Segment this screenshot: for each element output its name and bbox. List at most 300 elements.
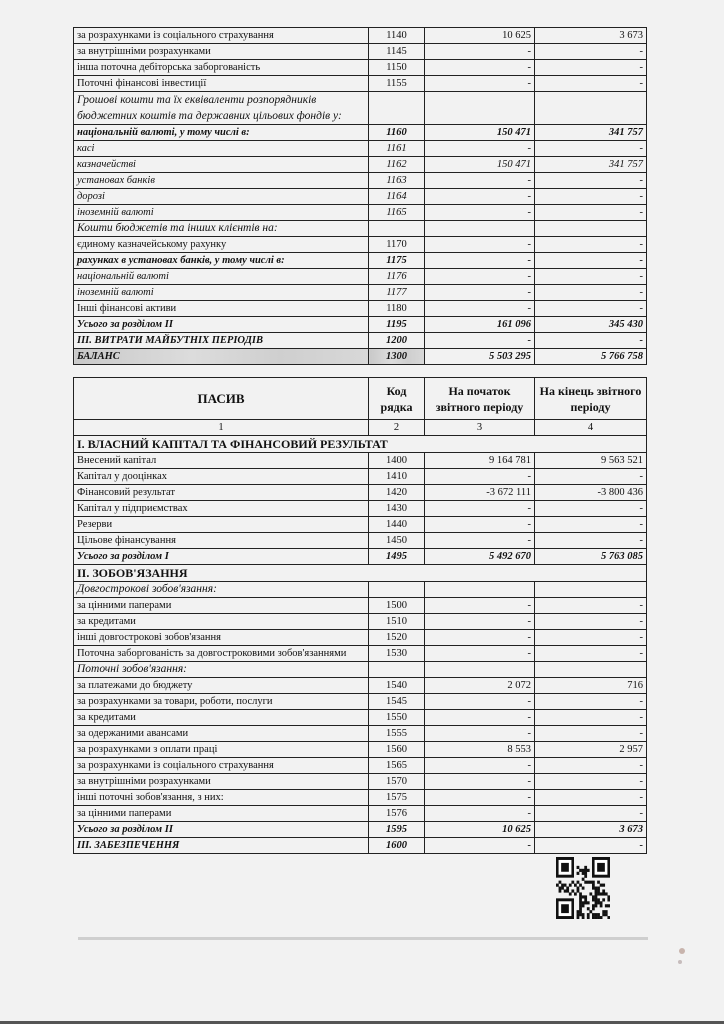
qr-module: [602, 898, 605, 901]
end-period-value: 345 430: [535, 317, 647, 333]
qr-module: [595, 892, 598, 895]
qr-module: [607, 916, 610, 919]
qr-module: [569, 884, 572, 887]
qr-finder-pattern: [561, 904, 569, 913]
qr-module: [582, 895, 585, 898]
liabilities-table: [73, 377, 647, 854]
table-row: [74, 678, 647, 694]
row-code: 1150: [369, 60, 425, 76]
qr-module: [571, 881, 574, 884]
row-label: БАЛАНС: [74, 349, 369, 365]
row-label: рахунках в установах банків, у тому числі в:: [74, 253, 369, 269]
subheading-row: [74, 582, 647, 598]
qr-module: [587, 881, 590, 884]
row-label: Поточна заборгованість за довгостроковими зобов'язаннями: [74, 646, 369, 662]
qr-module: [571, 889, 574, 892]
row-code: 1162: [369, 157, 425, 173]
start-period-value: 8 553: [425, 742, 535, 758]
qr-module: [602, 892, 605, 895]
qr-module: [559, 887, 562, 890]
qr-module: [582, 887, 585, 890]
qr-module: [589, 910, 592, 913]
end-period-value: [535, 92, 647, 125]
qr-module: [592, 898, 595, 901]
row-label: національній валюті, у тому числі в:: [74, 125, 369, 141]
row-label: єдиному казначейському рахунку: [74, 237, 369, 253]
qr-module: [579, 869, 582, 872]
row-code: 1175: [369, 253, 425, 269]
subtotal-row: [74, 549, 647, 565]
qr-module: [607, 898, 610, 901]
end-period-value: -: [535, 758, 647, 774]
row-label: Капітал у дооцінках: [74, 469, 369, 485]
section-heading: II. ЗОБОВ'ЯЗАННЯ: [74, 565, 647, 582]
row-code: [369, 92, 425, 125]
start-period-value: -: [425, 44, 535, 60]
end-period-value: -: [535, 253, 647, 269]
end-period-value: -: [535, 774, 647, 790]
qr-module: [607, 895, 610, 898]
table-row: [74, 742, 647, 758]
qr-module: [602, 913, 605, 916]
qr-module: [577, 910, 580, 913]
row-label: Довгострокові зобов'язання:: [74, 582, 369, 598]
end-period-value: -: [535, 710, 647, 726]
row-code: 1163: [369, 173, 425, 189]
row-label: за розрахунками із соціального страхування: [74, 758, 369, 774]
qr-module: [602, 889, 605, 892]
row-code: 1400: [369, 453, 425, 469]
qr-module: [597, 916, 600, 919]
end-period-value: -: [535, 517, 647, 533]
qr-module: [584, 866, 587, 869]
qr-module: [592, 887, 595, 890]
qr-module: [595, 913, 598, 916]
end-period-value: -: [535, 44, 647, 60]
table-row: [74, 774, 647, 790]
row-label: дорозі: [74, 189, 369, 205]
end-period-value: -: [535, 76, 647, 92]
end-period-value: 3 673: [535, 822, 647, 838]
qr-module: [605, 913, 608, 916]
end-period-value: 341 757: [535, 157, 647, 173]
qr-finder-pattern: [561, 863, 569, 872]
end-period-value: -: [535, 726, 647, 742]
row-label: за цінними паперами: [74, 598, 369, 614]
table-row: [74, 758, 647, 774]
qr-module: [589, 892, 592, 895]
header-row: [74, 378, 647, 420]
start-period-value: 161 096: [425, 317, 535, 333]
row-label: за розрахунками із соціального страхування: [74, 28, 369, 44]
row-label: установах банків: [74, 173, 369, 189]
start-period-value: -: [425, 838, 535, 854]
qr-module: [564, 889, 567, 892]
row-code: 1600: [369, 838, 425, 854]
end-period-value: -: [535, 533, 647, 549]
qr-module: [561, 884, 564, 887]
qr-module: [582, 913, 585, 916]
qr-module: [587, 869, 590, 872]
table-row: [74, 598, 647, 614]
qr-module: [587, 907, 590, 910]
table-row: [74, 630, 647, 646]
row-label: за розрахунками з оплати праці: [74, 742, 369, 758]
qr-module: [587, 916, 590, 919]
table-row: [74, 614, 647, 630]
row-code: 1555: [369, 726, 425, 742]
row-code: 1160: [369, 125, 425, 141]
qr-module: [582, 869, 585, 872]
end-period-value: -: [535, 694, 647, 710]
start-period-value: 2 072: [425, 678, 535, 694]
row-label: інші поточні зобов'язання, з них:: [74, 790, 369, 806]
row-label: іноземній валюті: [74, 285, 369, 301]
row-label: за кредитами: [74, 614, 369, 630]
qr-module: [607, 904, 610, 907]
start-period-value: [425, 221, 535, 237]
qr-module: [584, 869, 587, 872]
start-period-value: -: [425, 501, 535, 517]
qr-module: [595, 889, 598, 892]
table-row: [74, 28, 647, 44]
table-row: [74, 157, 647, 173]
qr-module: [600, 892, 603, 895]
column-index: 4: [535, 420, 647, 436]
start-period-value: -: [425, 630, 535, 646]
qr-module: [582, 916, 585, 919]
start-period-value: -: [425, 598, 535, 614]
table-row: [74, 205, 647, 221]
qr-module: [595, 898, 598, 901]
qr-module: [592, 913, 595, 916]
end-period-value: -: [535, 60, 647, 76]
end-period-value: -: [535, 838, 647, 854]
row-code: 1560: [369, 742, 425, 758]
row-code: 1430: [369, 501, 425, 517]
table-row: [74, 726, 647, 742]
start-period-value: -: [425, 60, 535, 76]
end-period-value: -: [535, 806, 647, 822]
subheading-row: [74, 662, 647, 678]
end-period-value: 5 763 085: [535, 549, 647, 565]
qr-module: [602, 884, 605, 887]
start-period-value: -: [425, 517, 535, 533]
start-period-value: -: [425, 469, 535, 485]
qr-module: [597, 901, 600, 904]
row-code: 1520: [369, 630, 425, 646]
end-period-value: [535, 662, 647, 678]
start-period-value: 10 625: [425, 822, 535, 838]
qr-module: [579, 884, 582, 887]
end-period-value: -: [535, 614, 647, 630]
table-row: [74, 806, 647, 822]
row-code: 1570: [369, 774, 425, 790]
subtotal-row: [74, 253, 647, 269]
column-header-code: Код рядка: [369, 378, 425, 420]
qr-module: [579, 913, 582, 916]
row-code: 1410: [369, 469, 425, 485]
qr-module: [605, 910, 608, 913]
qr-module: [595, 887, 598, 890]
end-period-value: -: [535, 646, 647, 662]
qr-module: [561, 887, 564, 890]
row-label: за внутрішніми розрахунками: [74, 774, 369, 790]
end-period-value: 3 673: [535, 28, 647, 44]
row-code: 1165: [369, 205, 425, 221]
row-label: Цільове фінансування: [74, 533, 369, 549]
subtotal-row: [74, 838, 647, 854]
row-label: Усього за розділом II: [74, 317, 369, 333]
row-label: за платежами до бюджету: [74, 678, 369, 694]
end-period-value: 5 766 758: [535, 349, 647, 365]
row-label: Усього за розділом II: [74, 822, 369, 838]
row-label: Кошти бюджетів та інших клієнтів на:: [74, 221, 369, 237]
start-period-value: -: [425, 533, 535, 549]
row-code: 1500: [369, 598, 425, 614]
qr-module: [582, 904, 585, 907]
qr-module: [579, 895, 582, 898]
qr-module: [559, 889, 562, 892]
end-period-value: -: [535, 469, 647, 485]
row-label: III. ВИТРАТИ МАЙБУТНІХ ПЕРІОДІВ: [74, 333, 369, 349]
footer-divider: [78, 937, 648, 940]
section-heading: I. ВЛАСНИЙ КАПІТАЛ ТА ФІНАНСОВИЙ РЕЗУЛЬТАТ: [74, 436, 647, 453]
row-label: інші довгострокові зобов'язання: [74, 630, 369, 646]
end-period-value: -: [535, 333, 647, 349]
qr-module: [584, 895, 587, 898]
row-code: 1540: [369, 678, 425, 694]
start-period-value: -: [425, 710, 535, 726]
row-label: Поточні зобов'язання:: [74, 662, 369, 678]
subheading-row: [74, 221, 647, 237]
section-heading-row: [74, 565, 647, 582]
end-period-value: 2 957: [535, 742, 647, 758]
qr-module: [592, 907, 595, 910]
row-code: 1510: [369, 614, 425, 630]
column-index: 3: [425, 420, 535, 436]
table-row: [74, 76, 647, 92]
table-row: [74, 141, 647, 157]
stain-mark: [678, 960, 682, 964]
table-row: [74, 710, 647, 726]
table-row: [74, 189, 647, 205]
start-period-value: -: [425, 173, 535, 189]
table-row: [74, 453, 647, 469]
start-period-value: -: [425, 237, 535, 253]
row-code: [369, 221, 425, 237]
start-period-value: -: [425, 76, 535, 92]
end-period-value: -: [535, 598, 647, 614]
end-period-value: 716: [535, 678, 647, 694]
end-period-value: [535, 221, 647, 237]
row-label: національній валюті: [74, 269, 369, 285]
qr-module: [577, 881, 580, 884]
column-header-end-period: На кінець звітного періоду: [535, 378, 647, 420]
row-code: 1595: [369, 822, 425, 838]
table-row: [74, 517, 647, 533]
row-code: 1440: [369, 517, 425, 533]
qr-module: [579, 892, 582, 895]
start-period-value: [425, 92, 535, 125]
qr-module: [579, 904, 582, 907]
table-row: [74, 485, 647, 501]
qr-module: [564, 884, 567, 887]
qr-module: [577, 913, 580, 916]
qr-module: [597, 887, 600, 890]
qr-module: [595, 901, 598, 904]
table-row: [74, 533, 647, 549]
stain-mark: [679, 948, 685, 954]
qr-module: [589, 881, 592, 884]
row-label: іноземній валюті: [74, 205, 369, 221]
start-period-value: -: [425, 774, 535, 790]
qr-module: [592, 881, 595, 884]
qr-module: [577, 887, 580, 890]
row-code: 1170: [369, 237, 425, 253]
table-row: [74, 269, 647, 285]
table-row: [74, 237, 647, 253]
start-period-value: -3 672 111: [425, 485, 535, 501]
row-code: 1176: [369, 269, 425, 285]
subtotal-row: [74, 822, 647, 838]
start-period-value: 10 625: [425, 28, 535, 44]
row-label: Внесений капітал: [74, 453, 369, 469]
row-label: Усього за розділом I: [74, 549, 369, 565]
row-code: 1575: [369, 790, 425, 806]
row-code: 1565: [369, 758, 425, 774]
row-code: 1550: [369, 710, 425, 726]
row-code: 1145: [369, 44, 425, 60]
start-period-value: -: [425, 333, 535, 349]
row-label: за одержаними авансами: [74, 726, 369, 742]
qr-module: [566, 887, 569, 890]
row-code: [369, 582, 425, 598]
table-row: [74, 44, 647, 60]
start-period-value: -: [425, 694, 535, 710]
row-code: 1450: [369, 533, 425, 549]
row-code: 1545: [369, 694, 425, 710]
row-code: 1161: [369, 141, 425, 157]
start-period-value: [425, 582, 535, 598]
table-row: [74, 173, 647, 189]
qr-module: [595, 904, 598, 907]
row-label: Фінансовий результат: [74, 485, 369, 501]
qr-module: [566, 889, 569, 892]
row-code: [369, 662, 425, 678]
qr-module: [592, 895, 595, 898]
column-index: 2: [369, 420, 425, 436]
subtotal-row: [74, 317, 647, 333]
qr-module: [579, 898, 582, 901]
table-row: [74, 790, 647, 806]
row-code: 1495: [369, 549, 425, 565]
qr-module: [579, 901, 582, 904]
qr-module: [579, 910, 582, 913]
row-code: 1530: [369, 646, 425, 662]
qr-module: [577, 916, 580, 919]
subheading-row: [74, 92, 647, 125]
qr-module: [597, 913, 600, 916]
qr-module: [597, 898, 600, 901]
row-code: 1177: [369, 285, 425, 301]
start-period-value: -: [425, 726, 535, 742]
row-label: Поточні фінансові інвестиції: [74, 76, 369, 92]
end-period-value: -: [535, 141, 647, 157]
start-period-value: -: [425, 253, 535, 269]
qr-module: [584, 898, 587, 901]
qr-module: [579, 907, 582, 910]
qr-module: [595, 895, 598, 898]
start-period-value: -: [425, 189, 535, 205]
qr-module: [592, 916, 595, 919]
start-period-value: -: [425, 301, 535, 317]
row-code: 1195: [369, 317, 425, 333]
start-period-value: [425, 662, 535, 678]
table-row: [74, 285, 647, 301]
qr-module: [605, 904, 608, 907]
qr-module: [605, 892, 608, 895]
table-row: [74, 469, 647, 485]
table-row: [74, 301, 647, 317]
qr-module: [584, 881, 587, 884]
start-period-value: -: [425, 646, 535, 662]
end-period-value: 341 757: [535, 125, 647, 141]
table-row: [74, 501, 647, 517]
row-code: 1420: [369, 485, 425, 501]
column-index-row: [74, 420, 647, 436]
row-label: за розрахунками за товари, роботи, послуги: [74, 694, 369, 710]
end-period-value: -: [535, 205, 647, 221]
column-header-liabilities: ПАСИВ: [74, 378, 369, 420]
qr-module: [559, 881, 562, 884]
start-period-value: -: [425, 758, 535, 774]
start-period-value: -: [425, 806, 535, 822]
subtotal-row: [74, 333, 647, 349]
qr-module: [582, 872, 585, 875]
end-period-value: -: [535, 285, 647, 301]
end-period-value: -: [535, 301, 647, 317]
row-code: 1140: [369, 28, 425, 44]
row-label: касі: [74, 141, 369, 157]
qr-module: [602, 910, 605, 913]
qr-module: [600, 916, 603, 919]
row-label: Капітал у підприємствах: [74, 501, 369, 517]
start-period-value: -: [425, 141, 535, 157]
qr-module: [569, 892, 572, 895]
row-code: 1164: [369, 189, 425, 205]
qr-module: [574, 892, 577, 895]
qr-module: [587, 901, 590, 904]
row-label: за кредитами: [74, 710, 369, 726]
start-period-value: 150 471: [425, 157, 535, 173]
balance-total-row: [74, 349, 647, 365]
column-index: 1: [74, 420, 369, 436]
qr-module: [592, 884, 595, 887]
start-period-value: -: [425, 614, 535, 630]
subtotal-row: [74, 125, 647, 141]
table-row: [74, 646, 647, 662]
end-period-value: -: [535, 269, 647, 285]
row-label: Резерви: [74, 517, 369, 533]
row-code: 1180: [369, 301, 425, 317]
row-label: III. ЗАБЕЗПЕЧЕННЯ: [74, 838, 369, 854]
qr-module: [577, 889, 580, 892]
end-period-value: [535, 582, 647, 598]
start-period-value: -: [425, 285, 535, 301]
row-label: Грошові кошти та їх еквіваленти розпорядників бюджетних коштів та державних цільових фондів у:: [74, 92, 369, 125]
qr-code-icon: [556, 857, 610, 919]
